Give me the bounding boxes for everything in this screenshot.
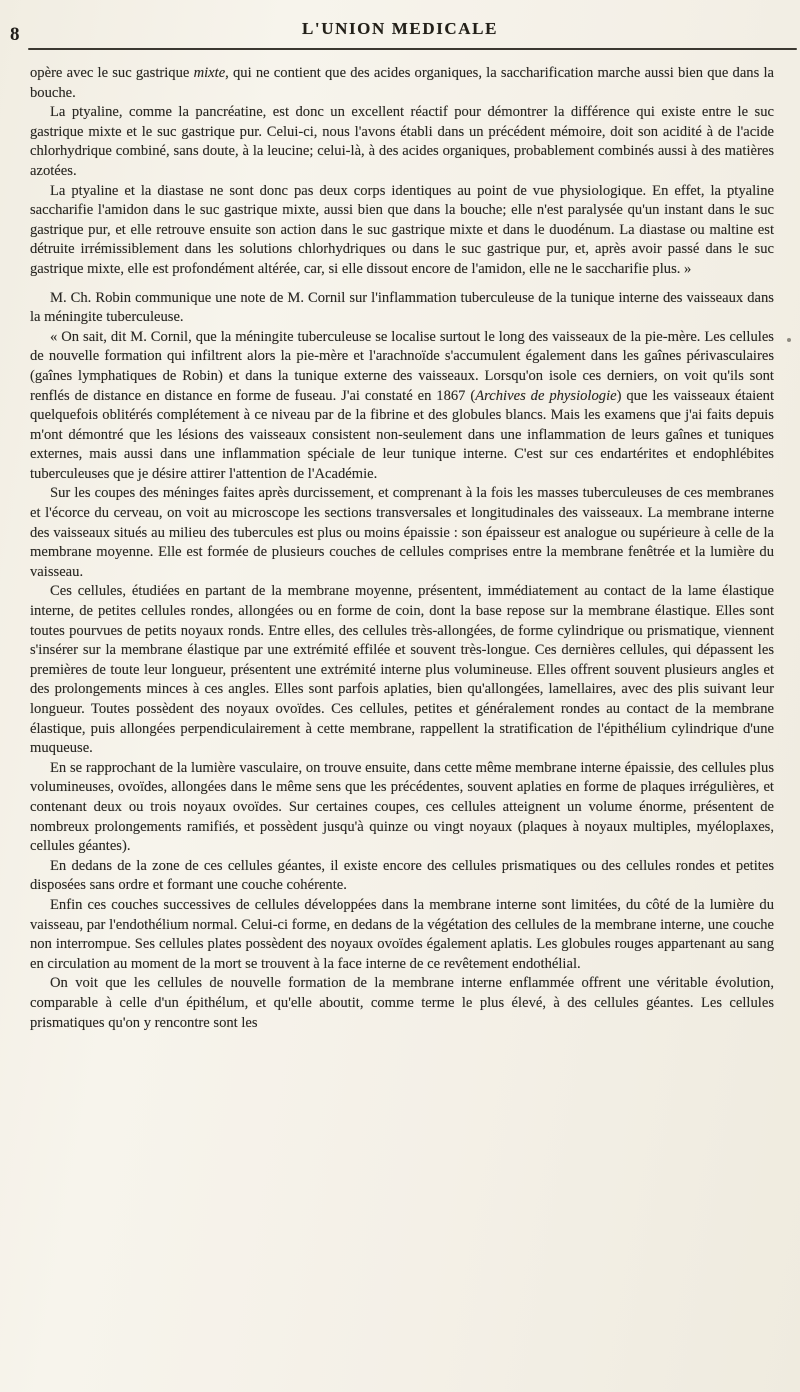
article-body	[0, 50, 800, 1033]
paragraph: Sur les coupes des méninges faites après durcissement, et comprenant à la fois les masses tuberculeuses de ces membranes et l'écorce du cerveau, on voit au microscope les sections transversales et longitudinales des vaisseaux. La membrane interne des vaisseaux situés au milieu des tubercules est plus ou moins épaissie : son épaisseur est analogue ou supérieure à celle de la membrane moyenne. Elle est formée de plusieurs couches de cellules comprises entre la membrane fenêtrée et la lumière du vaisseau.	[30, 485, 774, 580]
paragraph: opère avec le suc gastrique mixte, qui ne contient que des acides organiques, la saccharification marche aussi bien que dans la bouche.	[30, 65, 774, 101]
paragraph: Enfin ces couches successives de cellules développées dans la membrane interne sont limitées, du côté de la lumière du vaisseau, par l'endothélium normal. Celui-ci forme, en dedans de la végétation des cellules de la membrane interne, une couche non interrompue. Ses cellules plates possèdent des noyaux ovoïdes également aplatis. Les globules rouges appartenant au sang en circulation au moment de la mort se trouvent à la face interne de ce revêtement endothélial.	[30, 896, 774, 972]
paragraph: La ptyaline et la diastase ne sont donc pas deux corps identiques au point de vue physiologique. En effet, la ptyaline saccharifie l'amidon dans le suc gastrique mixte, aussi bien que dans la bouche; elle n'est paralysée qu'un instant dans le suc gastrique pur, et elle retrouve ensuite son action dans le suc gastrique mixte et dans le duodénum. La diastase ou maltine est détruite irrémissiblement dans les solutions chlorhydriques ou dans le suc gastrique pur, et, après avoir passé dans le suc gastrique mixte, elle est profondément altérée, car, si elle dissout encore de l'amidon, elle ne le saccharifie plus. »	[30, 182, 774, 277]
ink-speck	[787, 338, 791, 342]
paragraph: Ces cellules, étudiées en partant de la membrane moyenne, présentent, immédiatement au contact de la lame élastique interne, de petites cellules rondes, allongées ou en forme de coin, dont la base repose sur la membrane élastique. Elles sont toutes pourvues de petits noyaux ronds. Entre elles, des cellules très-allongées, de forme cylindrique ou prismatique, viennent s'insérer sur la membrane élastique par une extrémité effilée et souvent très-longue. Ces dernières cellules, qui dépassent les premières de toute leur longueur, présentent une extrémité interne plus volumineuse. Elles offrent souvent plusieurs angles et des prolongements minces à ces angles. Elles sont parfois aplaties, bien qu'allongées, lamellaires, avec des plis suivant leur longueur. Toutes possèdent des noyaux ovoïdes. Ces cellules, petites et généralement rondes au contact de la membrane élastique, puis allongées perpendiculairement à cette membrane, rappellent la stratification de l'épithélium cylindrique d'une muqueuse.	[30, 583, 774, 757]
paragraph: La ptyaline, comme la pancréatine, est donc un excellent réactif pour démontrer la différence qui existe entre le suc gastrique mixte et le suc gastrique pur. Celui-ci, nous l'avons établi dans un précédent mémoire, doit son acidité à de l'acide chlorhydrique combiné, sans doute, à la leucine; celui-là, à des acides organiques, probablement combinés aussi à des matières azotées.	[30, 104, 774, 179]
paragraph: M. Ch. Robin communique une note de M. Cornil sur l'inflammation tuberculeuse de la tunique interne des vaisseaux dans la méningite tuberculeuse.	[30, 289, 774, 326]
paragraph: On voit que les cellules de nouvelle formation de la membrane interne enflammée offrent une véritable évolution, comparable à celle d'un épithélum, et qu'elle aboutit, comme terme le plus élevé, à des cellules géantes. Les cellules prismatiques qu'on y rencontre sont les	[30, 975, 774, 1031]
paragraph: « On sait, dit M. Cornil, que la méningite tuberculeuse se localise surtout le long des vaisseaux de la pie-mère. Les cellules de nouvelle formation qui infiltrent alors la pie-mère et l'arachnoïde s'accumulent également dans les gaînes périvasculaires (gaînes lymphatiques de Robin) et dans la tunique externe des vaisseaux. Lorsqu'on isole ces derniers, on voit qu'ils sont renflés de distance en distance en forme de fuseau. J'ai constaté en 1867 (Archives de physiologie) que les vaisseaux étaient quelquefois oblitérés complétement à ce niveau par de la fibrine et des globules blancs. Mais les examens que j'ai faits depuis m'ont démontré que les lésions des vaisseaux consistent non-seulement dans une inflammation de leurs gaînes et tuniques externes, mais aussi dans une inflammation spéciale de leur tunique interne. C'est sur ces endartérites et endophlébites tuberculeuses que je désire attirer l'attention de l'Académie.	[30, 328, 775, 482]
journal-title: L'UNION MEDICALE	[301, 19, 499, 38]
header-divider	[28, 48, 797, 50]
page-header	[0, 0, 800, 50]
page-number: 8	[10, 24, 20, 45]
paragraph: En dedans de la zone de ces cellules géantes, il existe encore des cellules prismatiques ou des cellules rondes et petites disposées sans ordre et formant une couche cohérente.	[30, 857, 774, 894]
paragraph: En se rapprochant de la lumière vasculaire, on trouve ensuite, dans cette même membrane interne épaissie, des cellules plus volumineuses, ovoïdes, allongées dans le même sens que les précédentes, souvent aplaties en forme de plaques irrégulières, et contenant deux ou trois noyaux ovoïdes. Sur certaines coupes, ces cellules atteignent un volume énorme, présentent de nombreux prolongements ramifiés, et possèdent jusqu'à quinze ou vingt noyaux (plaques à noyaux multiples, myéloplaxes, cellules géantes).	[30, 759, 774, 855]
